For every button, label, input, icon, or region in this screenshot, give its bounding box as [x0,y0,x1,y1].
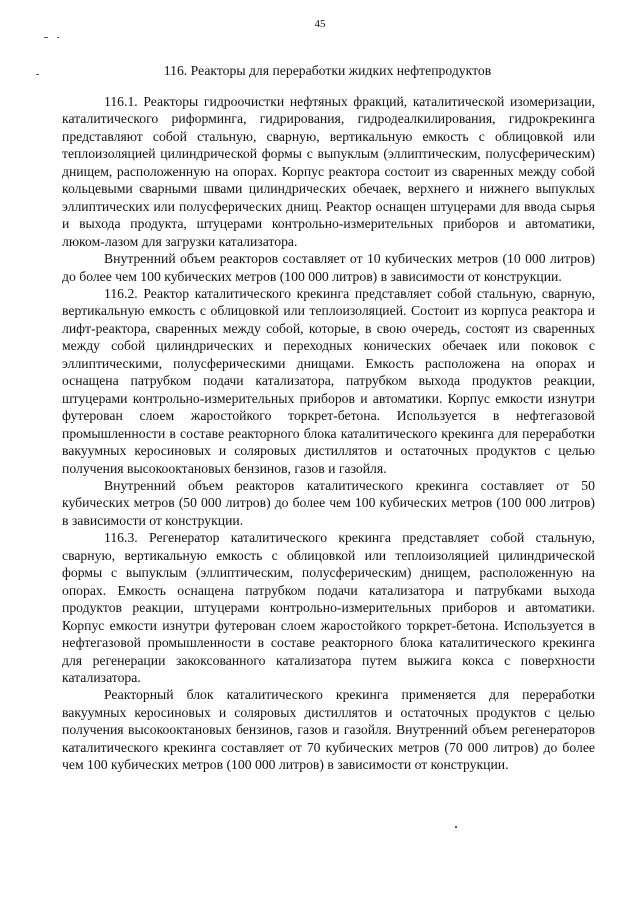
scan-speck [36,74,39,75]
page-number: 45 [314,18,326,30]
section-title: 116. Реакторы для переработки жидких нефтепродуктов [163,63,492,78]
document-body [62,93,595,774]
scan-speck [455,826,457,828]
paragraph-cracking-volume: Внутренний объем реакторов каталитического крекинга составляет от 50 кубических метров (50 000 литров) до более чем 100 кубических метров (100 000 литров) в зависимости от конструкции. [62,477,595,528]
scan-speck [44,37,48,38]
paragraph-116-2: 116.2. Реактор каталитического крекинга представляет собой стальную, сварную, вертикальную емкость с облицовкой или теплоизоляцией. Состоит из корпуса реактора и лифт-реактора, сваренных между собой, которые, в свою очередь, состоят из сваренных между собой цилиндрических и переходных конических обечаек или поковок с эллиптическими, полусферическими днищами. Емкость расположена на опорах и оснащена патрубком подачи катализатора, патрубком выхода продуктов реакции, штуцерами контрольно-измерительных приборов и автоматики. Корпус емкости изнутри футерован слоем жаростойкого торкрет-бетона. Используется в нефтегазовой промышленности в составе реакторного блока каталитического крекинга для переработки вакуумных керосиновых и соляровых дистиллятов и остаточных продуктов с целью получения высокооктановых бензинов, газов и газойля. [62,285,595,476]
paragraph-reactor-volume: Внутренний объем реакторов составляет от 10 кубических метров (10 000 литров) до более чем 100 кубических метров (100 000 литров) в зависимости от конструкции. [62,251,595,284]
paragraph-116-3: 116.3. Регенератор каталитического крекинга представляет собой стальную, сварную, вертикальную емкость с облицовкой или теплоизоляцией цилиндрической формы с выпуклым (эллиптическим, полусферическим) днищем, расположенную на опорах. Емкость оснащена патрубком подачи катализатора и патрубками выхода продуктов реакции, штуцерами контрольно-измерительных приборов и автоматики. Корпус емкости изнутри футерован слоем жаростойкого торкрет-бетона. Используется в нефтегазовой промышленности в составе реакторного блока каталитического крекинга для регенерации закоксованного катализатора путем выжига кокса с поверхности катализатора. [62,530,595,685]
scan-speck [57,37,59,38]
paragraph-reactor-block: Реакторный блок каталитического крекинга применяется для переработки вакуумных керосиновых и соляровых дистиллятов и остаточных продуктов с целью получения высокооктановых бензинов, газов и газойля. Внутренний объем регенераторов каталитического крекинга составляет от 70 кубических метров (70 000 литров) до более чем 100 кубических метров (100 000 литров) в зависимости от конструкции. [62,687,595,773]
paragraph-116-1: 116.1. Реакторы гидроочистки нефтяных фракций, каталитической изомеризации, каталитического риформинга, гидрирования, гидродеалкилирования, гидрокрекинга представляют собой стальную, сварную, вертикальную емкость с облицовкой или теплоизоляцией цилиндрической формы с выпуклым (эллиптическим, полусферическим) днищем, расположенную на опорах. Корпус реактора состоит из сваренных между собой кольцевыми сварными швами цилиндрических обечаек, верхнего и нижнего выпуклых эллиптических или полусферических днищ. Реактор оснащен штуцерами для ввода сырья и выхода продукта, штуцерами контрольно-измерительных приборов и автоматики, люком-лазом для загрузки катализатора. [62,94,595,249]
